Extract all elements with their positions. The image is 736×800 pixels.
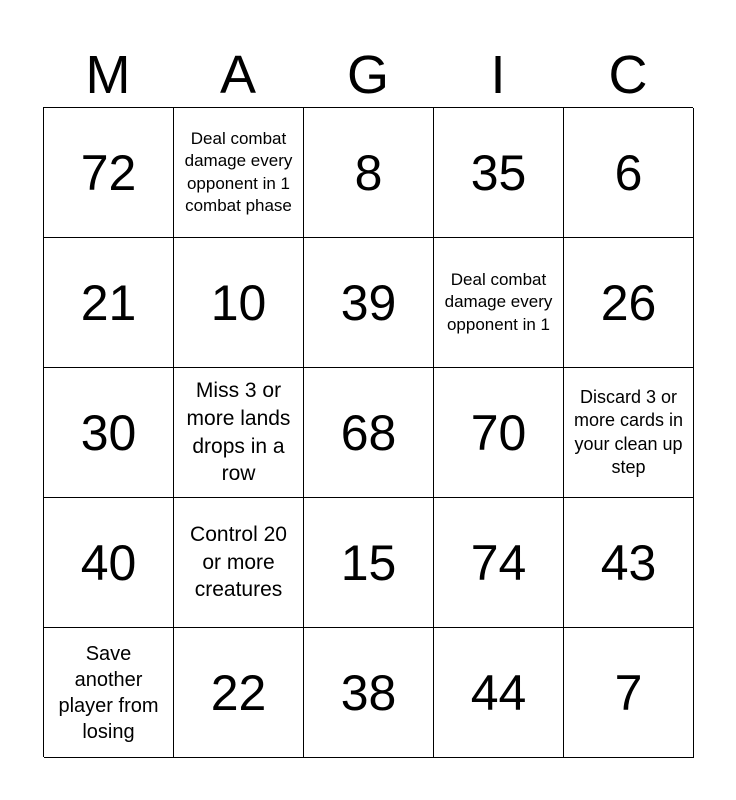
header-letter-m: M	[85, 44, 131, 105]
bingo-cell-r5-c5[interactable]	[564, 628, 694, 758]
cell-text: Deal combat damage every opponent in 1 combat phase	[184, 128, 293, 215]
cell-number: 15	[340, 534, 397, 591]
cell-number: 70	[470, 404, 527, 461]
cell-number: 22	[210, 664, 267, 721]
cell-number: 35	[470, 144, 527, 201]
cell-number: 7	[614, 664, 643, 721]
bingo-cell-r4-c2[interactable]	[174, 498, 304, 628]
bingo-cell-r5-c2[interactable]	[174, 628, 304, 758]
bingo-cell-r3-c2[interactable]	[174, 368, 304, 498]
bingo-cell-r5-c4[interactable]	[434, 628, 564, 758]
cell-number: 21	[80, 274, 137, 331]
cell-text: Discard 3 or more cards in your clean up step	[573, 387, 684, 477]
bingo-cell-r1-c2[interactable]	[174, 108, 304, 238]
bingo-cell-r1-c4[interactable]	[434, 108, 564, 238]
cell-number: 40	[80, 534, 137, 591]
cell-number: 26	[600, 274, 657, 331]
bingo-cell-r4-c1[interactable]	[44, 498, 174, 628]
header-letter-a: A	[219, 44, 257, 105]
cell-text: Control 20 or more creatures	[190, 522, 287, 602]
cell-number: 8	[354, 144, 383, 201]
header-letter-i: I	[490, 44, 506, 105]
header-letter-c: C	[608, 44, 648, 105]
bingo-cell-r3-c3[interactable]	[304, 368, 434, 498]
bingo-cell-r4-c4[interactable]	[434, 498, 564, 628]
cell-text: Deal combat damage every opponent in 1	[444, 269, 553, 334]
bingo-cell-r3-c4[interactable]	[434, 368, 564, 498]
bingo-cell-r3-c5[interactable]	[564, 368, 694, 498]
cell-text: Miss 3 or more lands drops in a row	[186, 378, 291, 486]
bingo-header	[43, 42, 693, 107]
bingo-cell-r2-c2[interactable]	[174, 238, 304, 368]
header-letter-g: G	[346, 44, 389, 105]
bingo-cell-r1-c3[interactable]	[304, 108, 434, 238]
bingo-cell-r1-c5[interactable]	[564, 108, 694, 238]
bingo-cell-r5-c1[interactable]	[44, 628, 174, 758]
bingo-cell-r5-c3[interactable]	[304, 628, 434, 758]
cell-number: 74	[470, 534, 527, 591]
bingo-cell-r1-c1[interactable]	[44, 108, 174, 238]
cell-number: 39	[340, 274, 397, 331]
cell-number: 6	[614, 144, 643, 201]
bingo-cell-r4-c5[interactable]	[564, 498, 694, 628]
cell-number: 72	[80, 144, 137, 201]
bingo-cell-r2-c4[interactable]	[434, 238, 564, 368]
bingo-cell-r2-c5[interactable]	[564, 238, 694, 368]
bingo-board	[43, 107, 693, 757]
cell-number: 44	[470, 664, 527, 721]
cell-number: 38	[340, 664, 397, 721]
cell-number: 68	[340, 404, 397, 461]
cell-number: 30	[80, 404, 137, 461]
cell-number: 43	[600, 534, 657, 591]
bingo-cell-r3-c1[interactable]	[44, 368, 174, 498]
bingo-cell-r2-c3[interactable]	[304, 238, 434, 368]
cell-number: 10	[210, 274, 267, 331]
cell-text: Save another player from losing	[58, 642, 159, 743]
bingo-cell-r2-c1[interactable]	[44, 238, 174, 368]
bingo-cell-r4-c3[interactable]	[304, 498, 434, 628]
